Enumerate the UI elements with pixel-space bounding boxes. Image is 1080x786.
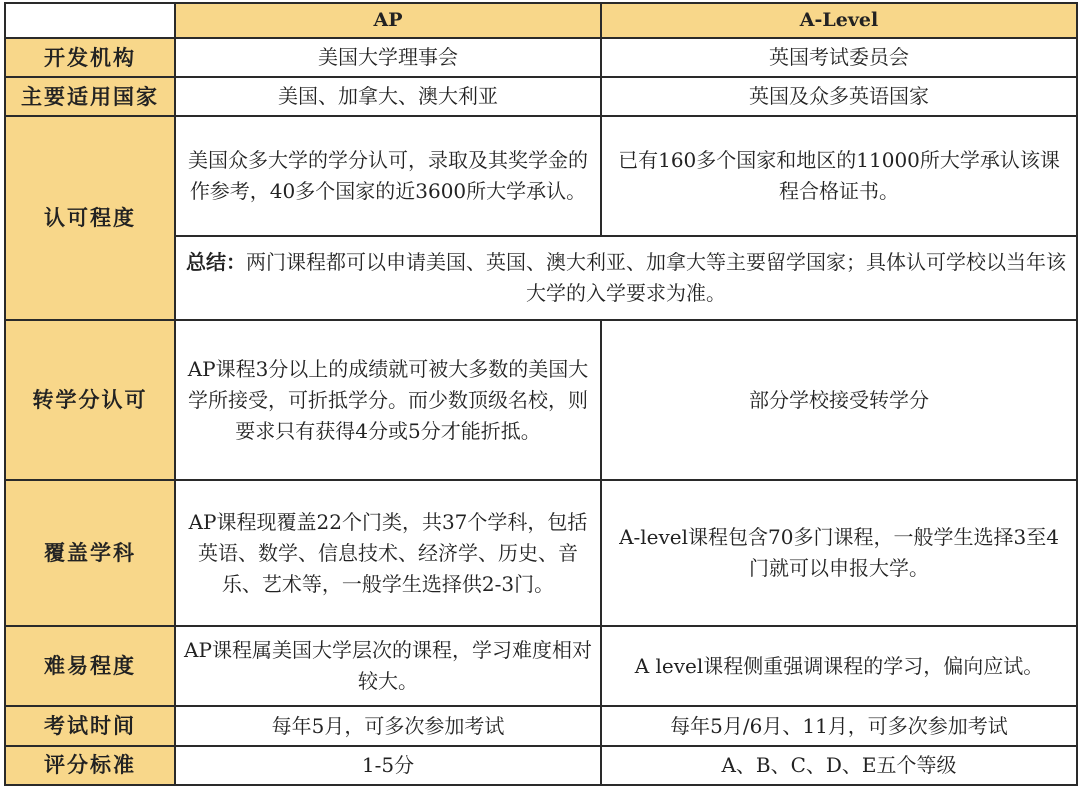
table-row xyxy=(5,116,1077,236)
table-row xyxy=(5,626,1077,706)
table-row xyxy=(5,480,1077,626)
alevel-cell: 已有160多个国家和地区的11000所大学承认该课程合格证书。 xyxy=(601,116,1077,236)
ap-cell: 1-5分 xyxy=(175,746,601,785)
row-label: 覆盖学科 xyxy=(5,480,175,626)
table-row xyxy=(5,320,1077,480)
alevel-cell: 部分学校接受转学分 xyxy=(601,320,1077,480)
ap-cell: 美国众多大学的学分认可，录取及其奖学金的作参考，40多个国家的近3600所大学承认。 xyxy=(175,116,601,236)
header-row xyxy=(5,3,1077,38)
table-row xyxy=(5,746,1077,785)
ap-cell: AP课程3分以上的成绩就可被大多数的美国大学所接受，可折抵学分。而少数顶级名校，则要求只有获得4分或5分才能折抵。 xyxy=(175,320,601,480)
row-label: 转学分认可 xyxy=(5,320,175,480)
summary-label: 总结： xyxy=(186,250,246,275)
corner-cell xyxy=(5,3,175,38)
alevel-cell: A level课程侧重强调课程的学习，偏向应试。 xyxy=(601,626,1077,706)
summary-text: 两门课程都可以申请美国、英国、澳大利亚、加拿大等主要留学国家；具体认可学校以当年该大学的入学要求为准。 xyxy=(246,250,1066,306)
alevel-cell: 每年5月/6月、11月，可多次参加考试 xyxy=(601,706,1077,746)
row-label: 考试时间 xyxy=(5,706,175,746)
row-label: 开发机构 xyxy=(5,38,175,77)
table-row xyxy=(5,77,1077,116)
ap-cell: AP课程现覆盖22个门类，共37个学科，包括英语、数学、信息技术、经济学、历史、音乐、艺术等，一般学生选择供2-3门。 xyxy=(175,480,601,626)
row-label: 认可程度 xyxy=(5,116,175,320)
alevel-cell: 英国及众多英语国家 xyxy=(601,77,1077,116)
alevel-cell: 英国考试委员会 xyxy=(601,38,1077,77)
ap-cell: 美国、加拿大、澳大利亚 xyxy=(175,77,601,116)
row-label: 评分标准 xyxy=(5,746,175,785)
summary-cell xyxy=(175,236,1077,320)
comparison-table xyxy=(4,2,1078,786)
ap-cell: 美国大学理事会 xyxy=(175,38,601,77)
ap-cell: AP课程属美国大学层次的课程，学习难度相对较大。 xyxy=(175,626,601,706)
header-ap: AP xyxy=(175,3,601,38)
table-row xyxy=(5,38,1077,77)
alevel-cell: A-level课程包含70多门课程，一般学生选择3至4门就可以申报大学。 xyxy=(601,480,1077,626)
alevel-cell: A、B、C、D、E五个等级 xyxy=(601,746,1077,785)
row-label: 主要适用国家 xyxy=(5,77,175,116)
row-label: 难易程度 xyxy=(5,626,175,706)
ap-cell: 每年5月，可多次参加考试 xyxy=(175,706,601,746)
header-alevel: A-Level xyxy=(601,3,1077,38)
table-row xyxy=(5,706,1077,746)
